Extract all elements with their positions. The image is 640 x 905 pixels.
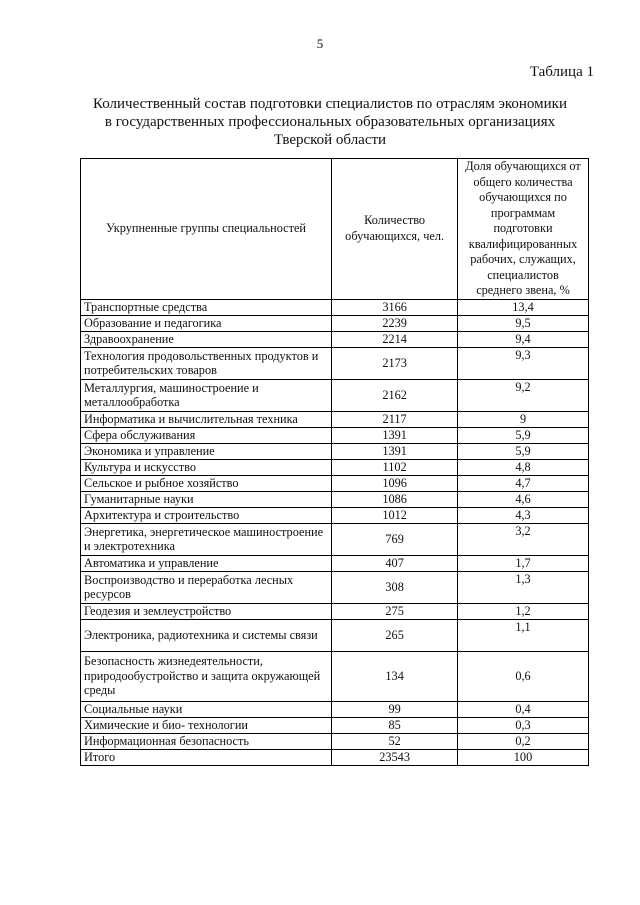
row-count: 1391: [332, 443, 458, 459]
table-row: [81, 315, 589, 331]
row-share: 4,7: [458, 475, 589, 491]
row-count: 1096: [332, 475, 458, 491]
row-count: 1086: [332, 491, 458, 507]
page-number: 5: [316, 36, 324, 51]
row-count: 2239: [332, 315, 458, 331]
row-name: Культура и искусство: [81, 459, 332, 475]
header-share: Доля обучающихся от общего количества обучающихся по программам подготовки квалифицированных рабочих, служащих, специалистов среднего звена, %: [458, 159, 589, 300]
row-name: Архитектура и строительство: [81, 507, 332, 523]
title-line-2: в государственных профессиональных образовательных организациях: [104, 114, 556, 130]
row-share: 9,2: [458, 379, 589, 411]
row-name: Транспортные средства: [81, 299, 332, 315]
row-share: 3,2: [458, 523, 589, 555]
row-name: Сфера обслуживания: [81, 427, 332, 443]
row-share: 0,4: [458, 701, 589, 717]
total-row: [81, 749, 589, 765]
table-row: [81, 555, 589, 571]
row-share: 1,1: [458, 619, 589, 651]
row-count: 2162: [332, 379, 458, 411]
table-row: [81, 491, 589, 507]
row-name: Информационная безопасность: [81, 733, 332, 749]
row-share: 9,4: [458, 331, 589, 347]
row-name: Автоматика и управление: [81, 555, 332, 571]
row-share: 1,3: [458, 571, 589, 603]
row-share: 4,6: [458, 491, 589, 507]
header-count: Количество обучающихся, чел.: [332, 159, 458, 300]
row-share: 5,9: [458, 443, 589, 459]
table-row: [81, 507, 589, 523]
row-count: 1012: [332, 507, 458, 523]
table-row: [81, 523, 589, 555]
table-row: [81, 299, 589, 315]
row-name: Здравоохранение: [81, 331, 332, 347]
row-count: 2173: [332, 347, 458, 379]
table-row: [81, 651, 589, 701]
total-label: Итого: [81, 749, 332, 765]
row-name: Экономика и управление: [81, 443, 332, 459]
row-count: 85: [332, 717, 458, 733]
row-name: Сельское и рыбное хозяйство: [81, 475, 332, 491]
table-title: [60, 95, 600, 149]
row-share: 5,9: [458, 427, 589, 443]
table-row: [81, 717, 589, 733]
row-name: Воспроизводство и переработка лесных ресурсов: [81, 571, 332, 603]
table-row: [81, 347, 589, 379]
row-share: 1,7: [458, 555, 589, 571]
table-row: [81, 603, 589, 619]
row-count: 407: [332, 555, 458, 571]
row-share: 4,8: [458, 459, 589, 475]
row-count: 265: [332, 619, 458, 651]
total-share: 100: [458, 749, 589, 765]
row-name: Металлургия, машиностроение и металлообработка: [81, 379, 332, 411]
row-share: 0,3: [458, 717, 589, 733]
row-count: 308: [332, 571, 458, 603]
row-name: Технология продовольственных продуктов и потребительских товаров: [81, 347, 332, 379]
row-name: Электроника, радиотехника и системы связи: [81, 619, 332, 651]
table-header-row: [81, 159, 589, 300]
title-line-3: Тверской области: [273, 132, 387, 148]
row-name: Образование и педагогика: [81, 315, 332, 331]
table-row: [81, 459, 589, 475]
row-share: 0,2: [458, 733, 589, 749]
row-share: 9,5: [458, 315, 589, 331]
row-count: 99: [332, 701, 458, 717]
header-group: Укрупненные группы специальностей: [81, 159, 332, 300]
row-name: Безопасность жизнедеятельности, природообустройство и защита окружающей среды: [81, 651, 332, 701]
table-row: [81, 571, 589, 603]
row-name: Информатика и вычислительная техника: [81, 411, 332, 427]
table-row: [81, 427, 589, 443]
table-row: [81, 733, 589, 749]
row-share: 9: [458, 411, 589, 427]
row-share: 9,3: [458, 347, 589, 379]
row-name: Химические и био- технологии: [81, 717, 332, 733]
table-row: [81, 619, 589, 651]
row-name: Социальные науки: [81, 701, 332, 717]
row-count: 275: [332, 603, 458, 619]
row-count: 134: [332, 651, 458, 701]
table-label: Таблица 1: [529, 64, 594, 80]
total-count: 23543: [332, 749, 458, 765]
data-table: [80, 158, 589, 766]
row-share: 13,4: [458, 299, 589, 315]
row-share: 4,3: [458, 507, 589, 523]
row-name: Геодезия и землеустройство: [81, 603, 332, 619]
table-row: [81, 443, 589, 459]
table-row: [81, 411, 589, 427]
row-name: Гуманитарные науки: [81, 491, 332, 507]
row-count: 52: [332, 733, 458, 749]
table-row: [81, 701, 589, 717]
row-count: 2117: [332, 411, 458, 427]
table-row: [81, 331, 589, 347]
row-share: 1,2: [458, 603, 589, 619]
title-line-1: Количественный состав подготовки специалистов по отраслям экономики: [92, 96, 567, 112]
row-count: 2214: [332, 331, 458, 347]
row-count: 1102: [332, 459, 458, 475]
row-count: 1391: [332, 427, 458, 443]
row-share: 0,6: [458, 651, 589, 701]
table-row: [81, 475, 589, 491]
table-row: [81, 379, 589, 411]
row-count: 3166: [332, 299, 458, 315]
row-count: 769: [332, 523, 458, 555]
row-name: Энергетика, энергетическое машиностроение и электротехника: [81, 523, 332, 555]
